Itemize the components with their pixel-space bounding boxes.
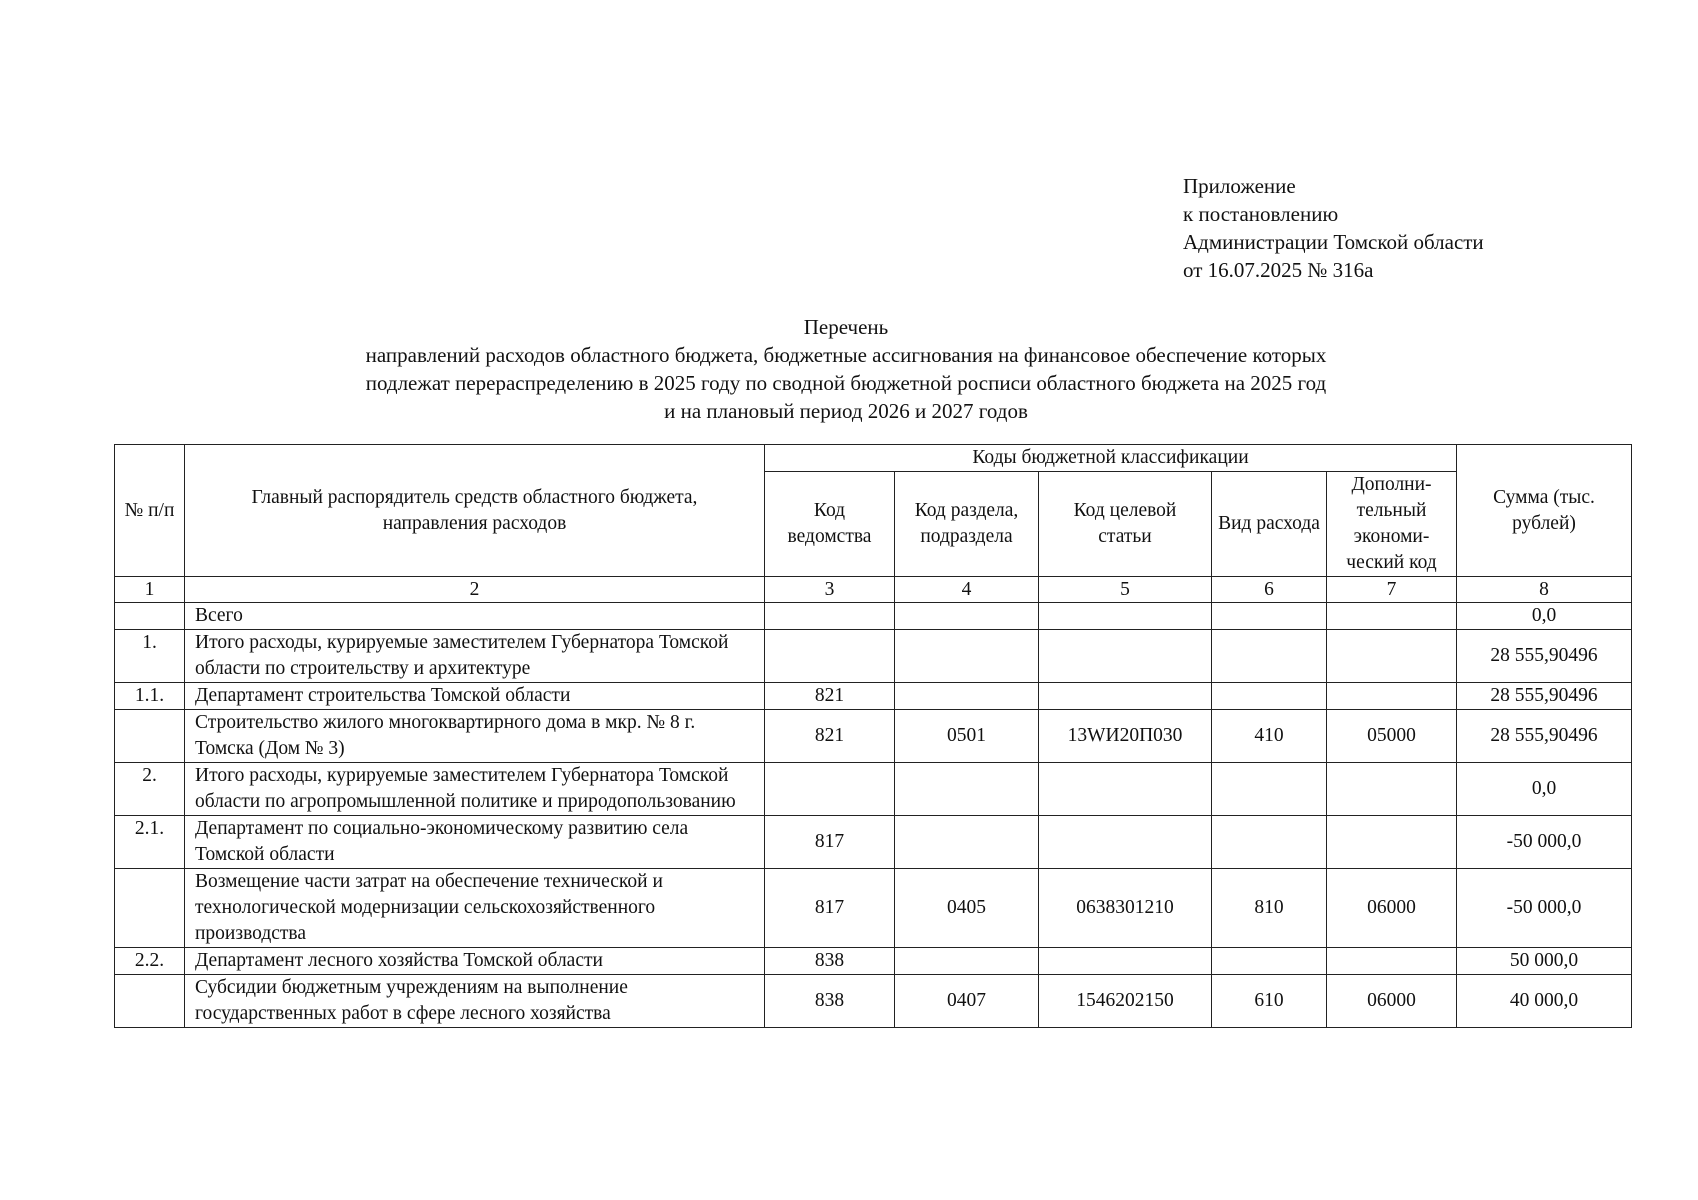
row-extra-code [1327,603,1457,630]
row-name: Возмещение части затрат на обеспечение технической и технологической модернизации сельскохозяйственного производства [185,869,765,948]
table-row [115,816,1632,869]
appendix-line: от 16.07.2025 № 316а [1183,258,1374,282]
row-sum: 0,0 [1457,603,1632,630]
row-dept-code [765,603,895,630]
row-expense-type [1212,603,1327,630]
table-row [115,948,1632,975]
row-section-code [895,816,1039,869]
row-dept-code: 817 [765,816,895,869]
row-sum: 0,0 [1457,763,1632,816]
row-name: Департамент лесного хозяйства Томской области [185,948,765,975]
row-dept-code: 821 [765,710,895,763]
row-name: Строительство жилого многоквартирного дома в мкр. № 8 г. Томска (Дом № 3) [185,710,765,763]
row-target-code: 13WИ20П030 [1039,710,1212,763]
row-target-code: 1546202150 [1039,975,1212,1028]
row-extra-code [1327,630,1457,683]
row-section-code [895,603,1039,630]
table-row [115,710,1632,763]
header-codes-group: Коды бюджетной классификации [765,445,1457,472]
header-sum: Сумма (тыс. рублей) [1457,445,1632,577]
row-section-code [895,630,1039,683]
row-extra-code: 06000 [1327,869,1457,948]
column-number: 3 [765,577,895,603]
row-dept-code: 838 [765,975,895,1028]
row-name: Департамент строительства Томской области [185,683,765,710]
table-row [115,763,1632,816]
title-line: Перечень [803,315,889,339]
row-dept-code: 821 [765,683,895,710]
column-number: 4 [895,577,1039,603]
row-num [115,603,185,630]
row-extra-code [1327,816,1457,869]
column-number: 1 [115,577,185,603]
row-dept-code [765,630,895,683]
row-num: 2.1. [115,816,185,869]
row-dept-code [765,763,895,816]
row-name: Итого расходы, курируемые заместителем Губернатора Томской области по агропромышленной политике и природопользованию [185,763,765,816]
row-extra-code [1327,948,1457,975]
row-name: Субсидии бюджетным учреждениям на выполнение государственных работ в сфере лесного хозяйства [185,975,765,1028]
row-name: Департамент по социально-экономическому развитию села Томской области [185,816,765,869]
row-expense-type: 810 [1212,869,1327,948]
row-expense-type [1212,683,1327,710]
row-sum: 28 555,90496 [1457,630,1632,683]
header-extra-code: Дополни-тельный экономи-ческий код [1327,472,1457,577]
column-number: 7 [1327,577,1457,603]
row-num: 2. [115,763,185,816]
row-num: 1. [115,630,185,683]
row-sum: -50 000,0 [1457,816,1632,869]
row-name: Всего [185,603,765,630]
column-number: 5 [1039,577,1212,603]
row-extra-code: 05000 [1327,710,1457,763]
row-section-code: 0405 [895,869,1039,948]
row-target-code [1039,603,1212,630]
header-expense-type: Вид расхода [1212,472,1327,577]
title-line: подлежат перераспределению в 2025 году по сводной бюджетной росписи областного бюджета на 2025 год [365,371,1327,395]
row-expense-type [1212,816,1327,869]
row-section-code [895,683,1039,710]
row-expense-type: 610 [1212,975,1327,1028]
column-number: 8 [1457,577,1632,603]
row-extra-code [1327,683,1457,710]
appendix-block [1183,172,1484,284]
table-row [115,683,1632,710]
row-expense-type [1212,948,1327,975]
row-num [115,869,185,948]
header-num: № п/п [115,445,185,577]
row-section-code [895,763,1039,816]
table-row [115,975,1632,1028]
header-section-code: Код раздела, подраздела [895,472,1039,577]
row-expense-type [1212,630,1327,683]
row-section-code [895,948,1039,975]
row-num [115,710,185,763]
row-section-code: 0501 [895,710,1039,763]
header-dept-code: Код ведомства [765,472,895,577]
row-sum: 28 555,90496 [1457,710,1632,763]
row-sum: 40 000,0 [1457,975,1632,1028]
row-expense-type: 410 [1212,710,1327,763]
row-target-code [1039,683,1212,710]
row-num: 1.1. [115,683,185,710]
header-name: Главный распорядитель средств областного бюджета, направления расходов [185,445,765,577]
row-target-code [1039,816,1212,869]
row-extra-code: 06000 [1327,975,1457,1028]
row-target-code [1039,630,1212,683]
row-sum: -50 000,0 [1457,869,1632,948]
row-expense-type [1212,763,1327,816]
row-target-code: 0638301210 [1039,869,1212,948]
appendix-line: Администрации Томской области [1183,230,1484,254]
row-sum: 50 000,0 [1457,948,1632,975]
column-numbers-row [115,577,1632,603]
table-row [115,869,1632,948]
row-num [115,975,185,1028]
table-row [115,630,1632,683]
table-row [115,603,1632,630]
column-number: 6 [1212,577,1327,603]
document-title [114,313,1578,425]
row-num: 2.2. [115,948,185,975]
title-line: и на плановый период 2026 и 2027 годов [664,399,1028,423]
appendix-line: к постановлению [1183,202,1339,226]
row-target-code [1039,763,1212,816]
row-dept-code: 838 [765,948,895,975]
row-name: Итого расходы, курируемые заместителем Губернатора Томской области по строительству и архитектуре [185,630,765,683]
row-target-code [1039,948,1212,975]
column-number: 2 [185,577,765,603]
appendix-line: Приложение [1183,174,1296,198]
row-dept-code: 817 [765,869,895,948]
row-extra-code [1327,763,1457,816]
row-sum: 28 555,90496 [1457,683,1632,710]
row-section-code: 0407 [895,975,1039,1028]
header-target-code: Код целевой статьи [1039,472,1212,577]
title-line: направлений расходов областного бюджета, бюджетные ассигнования на финансовое обеспечение которых [365,343,1327,367]
budget-table [114,444,1632,1028]
